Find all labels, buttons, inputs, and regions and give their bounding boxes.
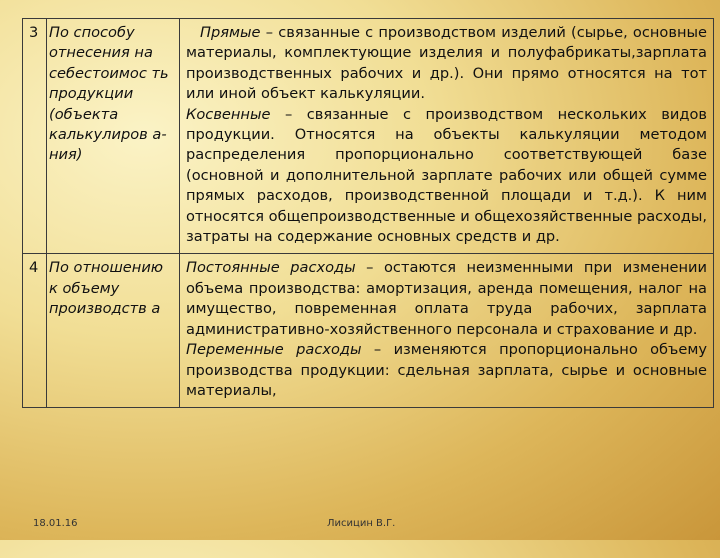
content-table-frame (22, 18, 714, 558)
criterion-cell: По отношению к объему производств а (47, 254, 180, 408)
table-row (23, 254, 714, 408)
table-row (23, 19, 714, 254)
paragraph (186, 340, 707, 401)
term: Постоянные расходы (186, 259, 356, 277)
definition: – остаются неизменными при изменении объема производства: амортизация, аренда помещения, налог на имущество, повременная оплата труда рабочих, зарплата административно-хозяйственного персонала и страхование и др. (186, 259, 707, 338)
definition: – связанные с производством нескольких видов продукции. Относятся на объекты калькуляции методом распределения пропорционально соответствующей базе (основной и дополнительной зарплате рабочих или общей сумме прямых расходов, производственной площади и т.д.). К ним относятся общепроизводственные и общехозяйственные расходы, затраты на содержание основных средств и др. (186, 105, 707, 246)
description-cell (180, 254, 714, 408)
term: Переменные расходы (186, 341, 362, 359)
paragraph (186, 105, 707, 248)
row-number: 3 (23, 19, 47, 254)
definition: – связанные с производством изделий (сырье, основные материалы, комплектующие изделия и полуфабрикаты,зарплата производственных рабочих и др.). Они прямо относятся на тот или иной объект калькуляции. (186, 24, 707, 103)
footer-date: 18.01.16 (33, 518, 78, 529)
cost-classification-table (22, 18, 714, 408)
criterion-cell: По способу отнесения на себестоимос ть продукции (объекта калькулиров а-ния) (47, 19, 180, 254)
row-number: 4 (23, 254, 47, 408)
term: Косвенные (186, 105, 271, 123)
paragraph (186, 258, 707, 340)
term: Прямые (200, 24, 261, 41)
definition: – изменяются пропорционально объему производства продукции: сдельная зарплата, сырье и основные материалы, (186, 341, 707, 399)
footer-author: Лисицин В.Г. (327, 518, 396, 529)
paragraph (186, 23, 707, 105)
description-cell (180, 19, 714, 254)
